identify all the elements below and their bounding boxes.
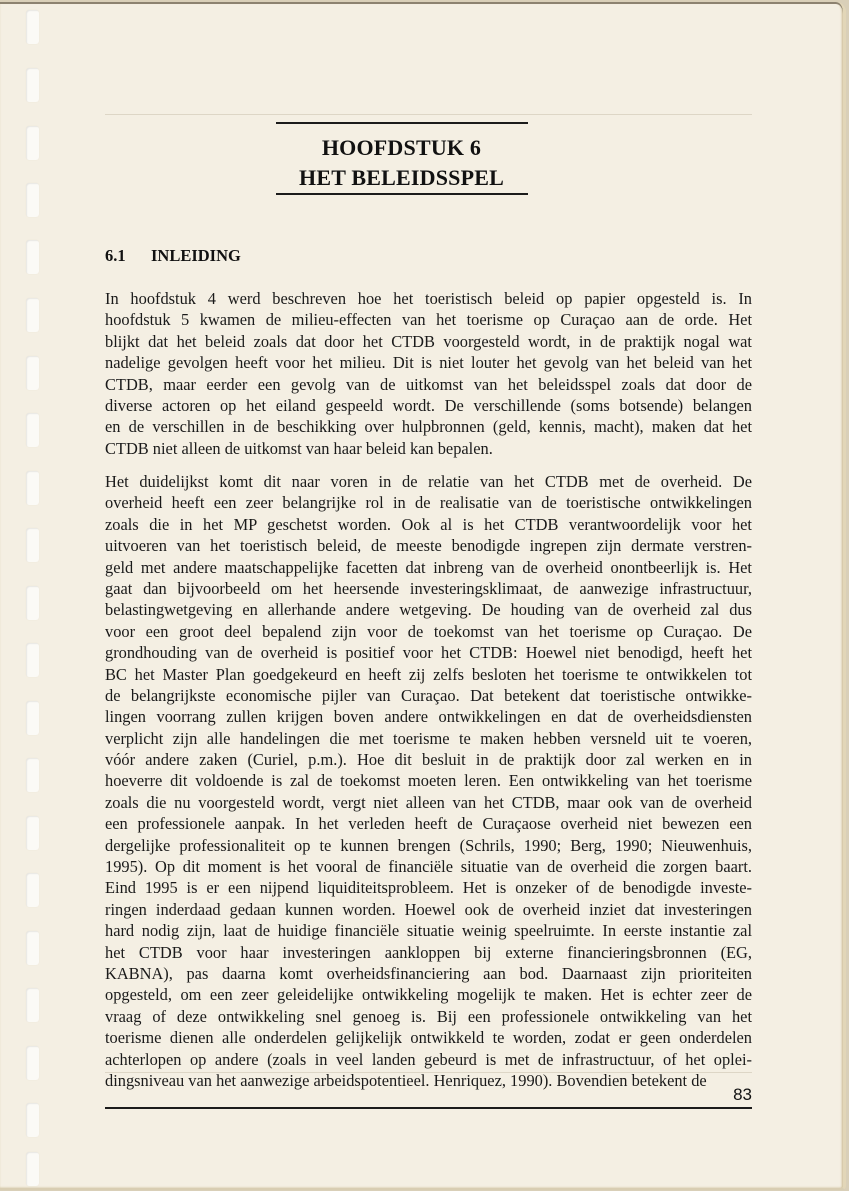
text-line: 1995). Op dit moment is het vooral de financiële situatie van de overheid die zorgen baart. xyxy=(105,857,752,877)
text-line: het CTDB voor haar investeringen aankloppen bij externe financieringsbronnen (EG, xyxy=(105,942,752,962)
text-line: zoals die nu voorgesteld wordt, vergt niet alleen van het CTDB, maar ook van de overheid xyxy=(105,792,752,812)
text-line: In hoofdstuk 4 werd beschreven hoe het toeristisch beleid op papier opgesteld is. In xyxy=(105,289,752,308)
text-line: blijkt dat het beleid zoals dat door het CTDB voorgesteld wordt, in de praktijk nogal wat xyxy=(105,331,752,351)
text-line: en de verschillen in de beschikking over hulpbronnen (geld, kennis, macht), maken dat het xyxy=(105,417,752,437)
paragraph xyxy=(105,471,752,1091)
text-line: dergelijke professionaliteit op te kunnen brengen (Schrils, 1990; Berg, 1990; Nieuwenhuis, xyxy=(105,835,752,855)
page-number: 83 xyxy=(733,1085,752,1104)
chapter-title: HET BELEIDSSPEL xyxy=(299,165,504,190)
text-line: nadelige gevolgen heeft voor het milieu. Dit is niet louter het gevolg van het beleid van het xyxy=(105,353,752,373)
text-line: opgesteld, om een zeer geleidelijke ontwikkeling mogelijk te maken. Het is echter zeer de xyxy=(105,985,752,1005)
section-number: 6.1 xyxy=(105,246,126,265)
paragraph xyxy=(105,288,752,459)
binder-hole xyxy=(26,471,39,505)
binder-hole xyxy=(26,931,39,965)
binder-hole xyxy=(26,68,39,102)
text-line: een professionele aanpak. In het verleden heeft de Curaçaose overheid niet bewezen een xyxy=(105,814,752,834)
text-line: lingen voorrang zullen krijgen boven andere ontwikkelingen en dat de overheidsdiensten xyxy=(105,707,752,727)
binder-hole xyxy=(26,10,39,44)
binder-hole xyxy=(26,298,39,332)
binder-hole xyxy=(26,988,39,1022)
text-line: hard nodig zijn, laat de huidige financiële situatie weinig speelruimte. In eerste instantie zal xyxy=(105,921,752,941)
text-line: vraag of deze ontwikkeling snel genoeg is. Bij een professionele ontwikkeling van het xyxy=(105,1006,752,1026)
text-line: voor een groot deel bepalend zijn voor de toekomst van het toerisme op Curaçao. De xyxy=(105,621,752,641)
binder-hole xyxy=(26,413,39,447)
binder-hole xyxy=(26,873,39,907)
binder-hole xyxy=(26,701,39,735)
text-line: vóór andere zaken (Curiel, p.m.). Hoe dit besluit in de praktijk door zal werken en in xyxy=(105,750,752,770)
text-line: uitvoeren van het toeristisch beleid, de meeste benodigde ingrepen zijn dermate verstren- xyxy=(105,536,752,556)
binder-hole xyxy=(26,643,39,677)
text-line: gaat dan bijvoorbeeld om het heersende investeringsklimaat, de aanwezige infrastructuur, xyxy=(105,578,752,598)
text-line: ringen inderdaad gedaan kunnen worden. Hoewel ook de overheid inziet dat investeringen xyxy=(105,899,752,919)
binder-hole xyxy=(26,528,39,562)
heading-top-rule xyxy=(276,122,528,124)
binder-hole xyxy=(26,758,39,792)
text-line: zoals die in het MP geschetst worden. Ook al is het CTDB verantwoordelijk voor het xyxy=(105,514,752,534)
text-line: dingsniveau van het aanwezige arbeidspotentieel. Henriquez, 1990). Bovendien betekent de xyxy=(105,1070,707,1090)
binder-hole xyxy=(26,1046,39,1080)
heading-bottom-rule xyxy=(276,193,528,195)
binder-hole xyxy=(26,586,39,620)
text-line: Het duidelijkst komt dit naar voren in de relatie van het CTDB met de overheid. De xyxy=(105,472,752,491)
text-line: KABNA), pas daarna komt overheidsfinanciering aan bod. Daarnaast zijn prioriteiten xyxy=(105,963,752,983)
text-line: hoofdstuk 5 kwamen de milieu-effecten van het toerisme op Curaçao aan de orde. Het xyxy=(105,310,752,330)
text-line: overheid heeft een zeer belangrijke rol in de realisatie van de toeristische ontwikkelingen xyxy=(105,493,752,513)
binder-hole xyxy=(26,240,39,274)
section-heading xyxy=(105,246,241,266)
text-line: verplicht zijn alle handelingen die met toerisme te maken hebben versneld uit te voeren, xyxy=(105,728,752,748)
text-line: Eind 1995 is er een nijpend liquiditeitsprobleem. Het is onzeker of de benodigde investe- xyxy=(105,878,752,898)
text-line: de belangrijkste economische pijler van Curaçao. Dat betekent dat toeristische ontwikke- xyxy=(105,685,752,705)
binder-hole xyxy=(26,1152,39,1186)
text-line: toerisme dienen alle onderdelen gelijkelijk ontwikkeld te worden, zodat er geen onderdelen xyxy=(105,1028,752,1048)
chapter-label: HOOFDSTUK 6 xyxy=(321,135,482,160)
footer-rule xyxy=(105,1107,752,1109)
section-title: INLEIDING xyxy=(151,246,241,265)
binder-hole xyxy=(26,816,39,850)
text-line: belastingwetgeving en allerhande andere wetgeving. De houding van de overheid zal dus xyxy=(105,600,752,620)
text-line: diverse actoren op het eiland gespeeld wordt. De verschillende (soms botsende) belangen xyxy=(105,395,752,415)
text-line: achterlopen op andere (zoals in veel landen gebeurd is met de infrastructuur, of het oplei- xyxy=(105,1049,752,1069)
show-through-rule xyxy=(105,114,752,115)
text-line: CTDB niet alleen de uitkomst van haar beleid kan bepalen. xyxy=(105,438,493,458)
text-line: BC het Master Plan goedgekeurd en heeft zij zelfs besloten het toerisme te ontwikkelen tot xyxy=(105,664,752,684)
document-page xyxy=(0,2,846,1190)
text-line: geld met andere maatschappelijke facetten dat inbreng van de overheid onontbeerlijk is. Het xyxy=(105,557,752,577)
text-line: hoeverre dit voldoende is zal de toekomst moeten leren. Een ontwikkeling van het toerisme xyxy=(105,771,752,791)
text-line: grondhouding van de overheid is positief voor het CTDB: Hoewel niet benodigd, heeft het xyxy=(105,643,752,663)
text-line: CTDB, maar eerder een gevolg van de uitkomst van het beleidsspel zoals dat door de xyxy=(105,374,752,394)
binder-hole xyxy=(26,1103,39,1137)
binder-hole xyxy=(26,356,39,390)
